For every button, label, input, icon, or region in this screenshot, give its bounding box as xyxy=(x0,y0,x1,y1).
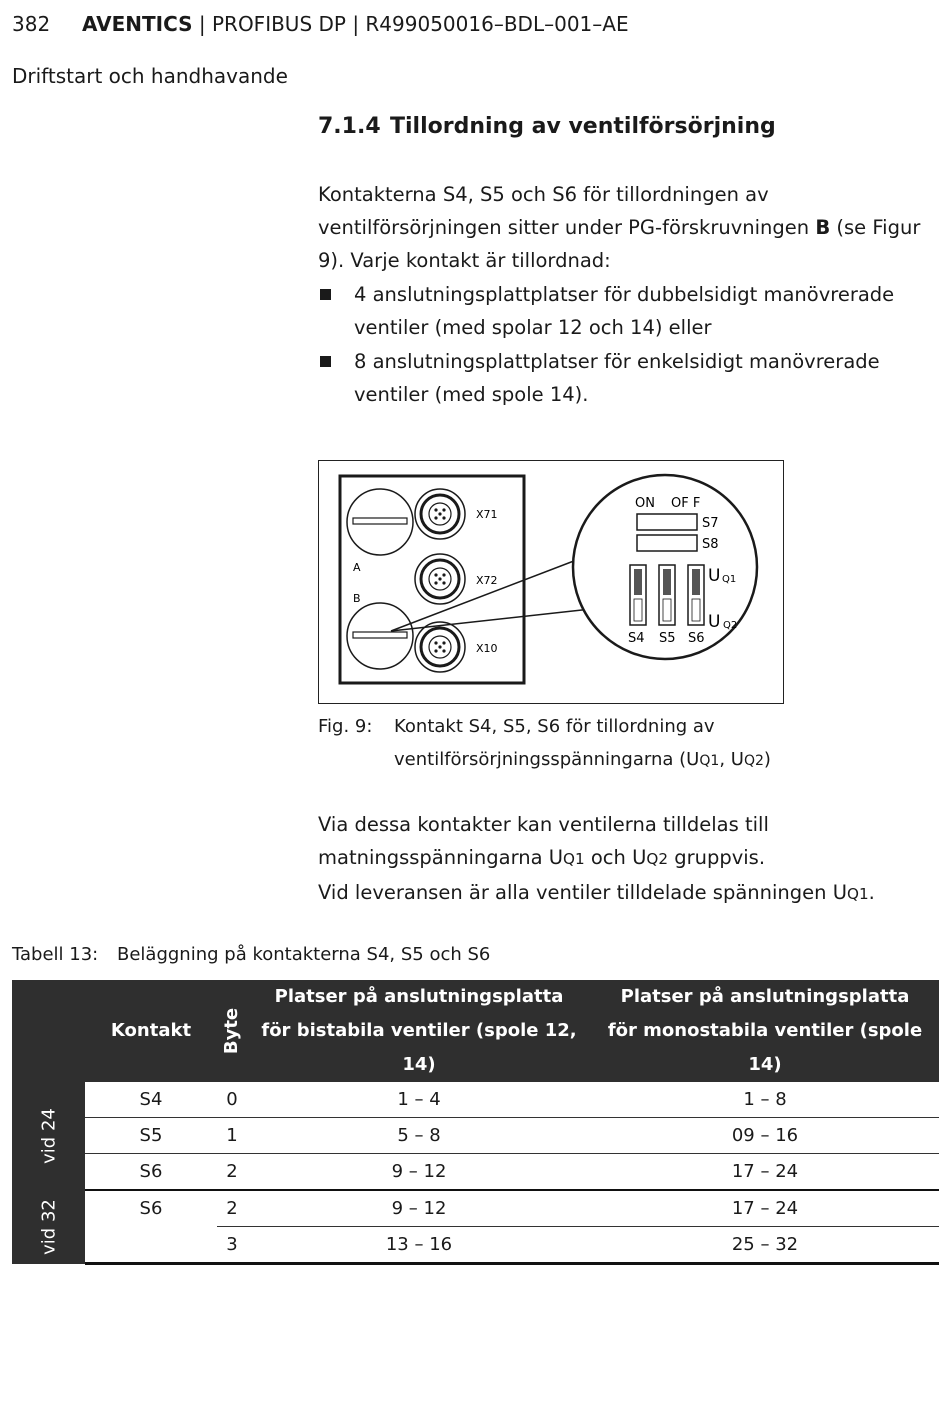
connector-x71-icon xyxy=(415,489,465,539)
header-bistabila: Platser på anslutningsplatta för bistabila ventiler (spole 12, 14) xyxy=(247,980,591,1082)
table-row xyxy=(12,1190,939,1227)
intro-bold-b: B xyxy=(815,216,831,239)
table-row xyxy=(12,1118,939,1154)
table-caption xyxy=(12,944,491,965)
header-group-blank xyxy=(12,980,85,1082)
label-off: OF F xyxy=(671,496,701,511)
cell-kontakt xyxy=(85,1227,217,1264)
table-header-row xyxy=(12,980,939,1082)
document-reference: | PROFIBUS DP | R499050016–BDL–001–AE xyxy=(192,12,629,36)
switch-s5-icon xyxy=(659,565,675,625)
figure-caption-text: Kontakt S4, S5, S6 för tillordning av ventilförsörjningsspänningarna (UQ1, UQ2) xyxy=(394,716,771,770)
cell-kontakt: S5 xyxy=(85,1118,217,1154)
connector-x72-icon xyxy=(415,554,465,604)
running-header xyxy=(12,12,629,36)
cell-bistabila: 1 – 4 xyxy=(247,1082,591,1118)
label-u-q1-sub: Q1 xyxy=(722,574,737,585)
label-u-q2-u: U xyxy=(708,612,721,632)
cell-monostabila: 1 – 8 xyxy=(591,1082,939,1118)
group-vid-24: vid 24 xyxy=(12,1082,85,1190)
body-paragraph-2 xyxy=(318,808,948,911)
table-row xyxy=(12,1227,939,1264)
cell-bistabila: 5 – 8 xyxy=(247,1118,591,1154)
header-monostabila: Platser på anslutningsplatta för monostabila ventiler (spole 14) xyxy=(591,980,939,1082)
bullet-text: 4 anslutningsplattplatser för dubbelsidigt manövrerade ventiler (med spolar 12 och 14) eller xyxy=(354,283,895,339)
header-byte: Byte xyxy=(217,980,247,1082)
label-s6: S6 xyxy=(688,631,705,646)
cell-monostabila: 17 – 24 xyxy=(591,1154,939,1191)
cell-monostabila: 25 – 32 xyxy=(591,1227,939,1264)
brand-name: AVENTICS xyxy=(81,12,193,36)
label-on: ON xyxy=(635,496,655,511)
table-caption-text: Beläggning på kontakterna S4, S5 och S6 xyxy=(117,944,491,965)
cell-monostabila: 17 – 24 xyxy=(591,1190,939,1227)
label-x10: X10 xyxy=(476,642,498,655)
cell-bistabila: 9 – 12 xyxy=(247,1154,591,1191)
page-number: 382 xyxy=(12,12,51,36)
cell-kontakt: S6 xyxy=(85,1190,217,1227)
assignment-table xyxy=(12,980,939,1265)
label-a: A xyxy=(353,561,361,574)
section-heading xyxy=(318,114,776,139)
cell-byte: 2 xyxy=(217,1154,247,1191)
connector-x10-icon xyxy=(415,622,465,672)
intro-text-1: Kontakterna S4, S5 och S6 för tillordningen av ventilförsörjningen sitter under PG-förskruvningen xyxy=(318,183,816,239)
label-s8: S8 xyxy=(702,537,719,552)
label-u-q2-sub: Q2 xyxy=(723,620,738,631)
intro-text-2: (se Figur 9). Varje kontakt är tillordnad: xyxy=(318,216,921,272)
switch-s7-icon xyxy=(637,514,697,530)
body-line-3: Vid leveransen är alla ventiler tilldelade spänningen UQ1. xyxy=(318,881,875,904)
cell-byte: 3 xyxy=(217,1227,247,1264)
switch-s8-icon xyxy=(637,535,697,551)
cell-bistabila: 9 – 12 xyxy=(247,1190,591,1227)
cell-byte: 1 xyxy=(217,1118,247,1154)
figure-caption-label: Fig. 9: xyxy=(318,716,373,737)
figure-9 xyxy=(318,460,784,704)
group-vid-32: vid 32 xyxy=(12,1190,85,1264)
bullet-square-icon xyxy=(320,289,331,300)
bullet-square-icon xyxy=(320,356,331,367)
switch-s6-icon xyxy=(688,565,704,625)
bullet-item-1 xyxy=(318,278,938,344)
cell-kontakt: S6 xyxy=(85,1154,217,1191)
label-u-q1-u: U xyxy=(708,566,721,586)
cell-byte: 2 xyxy=(217,1190,247,1227)
section-title: Tillordning av ventilförsörjning xyxy=(390,114,776,139)
chapter-title: Driftstart och handhavande xyxy=(12,64,288,88)
cell-kontakt: S4 xyxy=(85,1082,217,1118)
switch-diagram xyxy=(319,461,785,705)
header-kontakt: Kontakt xyxy=(85,980,217,1082)
cell-byte: 0 xyxy=(217,1082,247,1118)
cell-bistabila: 13 – 16 xyxy=(247,1227,591,1264)
table-row xyxy=(12,1154,939,1191)
label-b: B xyxy=(353,592,361,605)
intro-paragraph xyxy=(318,178,948,277)
body-line-1: Via dessa kontakter kan ventilerna tilldelas till xyxy=(318,813,769,836)
bullet-item-2 xyxy=(318,345,938,411)
table-caption-label: Tabell 13: xyxy=(12,944,99,965)
label-s5: S5 xyxy=(659,631,676,646)
label-x72: X72 xyxy=(476,574,498,587)
body-line-2: matningsspänningarna UQ1 och UQ2 gruppvis. xyxy=(318,846,766,869)
switch-s4-icon xyxy=(630,565,646,625)
section-number: 7.1.4 xyxy=(318,114,381,139)
cell-monostabila: 09 – 16 xyxy=(591,1118,939,1154)
label-s7: S7 xyxy=(702,516,719,531)
label-x71: X71 xyxy=(476,508,498,521)
label-s4: S4 xyxy=(628,631,645,646)
table-row xyxy=(12,1082,939,1118)
bullet-text: 8 anslutningsplattplatser för enkelsidigt manövrerade ventiler (med spole 14). xyxy=(354,350,880,406)
